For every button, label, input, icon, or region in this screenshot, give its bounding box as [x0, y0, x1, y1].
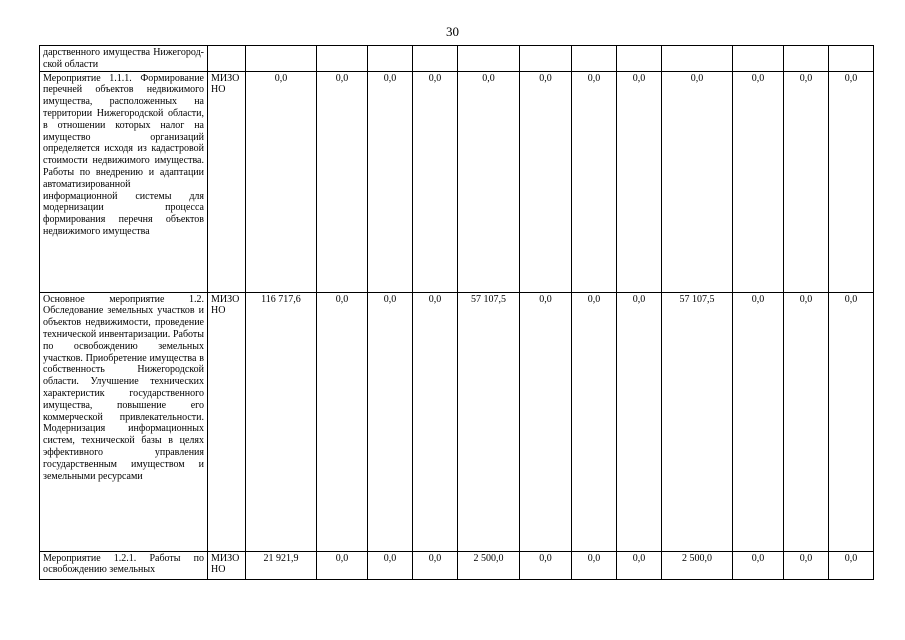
row-value: 57 107,5: [458, 292, 520, 551]
row-value: 0,0: [368, 71, 413, 292]
row-value: 0,0: [317, 551, 368, 579]
row-value: 0,0: [733, 551, 784, 579]
row-value: 0,0: [733, 292, 784, 551]
row-value: 0,0: [317, 71, 368, 292]
row-value: 0,0: [368, 551, 413, 579]
row-value: [246, 46, 317, 72]
row-value: [317, 46, 368, 72]
row-value: [413, 46, 458, 72]
row-value: 0,0: [784, 292, 829, 551]
row-value: 0,0: [829, 292, 874, 551]
row-value: [662, 46, 733, 72]
table-row: [40, 71, 874, 292]
row-value: 0,0: [413, 551, 458, 579]
row-value: [368, 46, 413, 72]
row-value: [617, 46, 662, 72]
row-description: Мероприятие 1.1.1. Формирование перечней объектов недвижимого имущества, расположенных на территории Нижегородской области, в отношении которых налог на имущество организаций определяется исходя из кадастровой стоимости недвижимого имущества. Работы по внедрению и адаптации автоматизированной информационной системы для модернизации процесса формирования перечня объектов недвижимого имущества: [40, 71, 208, 292]
row-value: 0,0: [368, 292, 413, 551]
row-value: 0,0: [572, 71, 617, 292]
row-value: 0,0: [520, 292, 572, 551]
row-value: 0,0: [617, 292, 662, 551]
row-executor: МИЗО НО: [208, 551, 246, 579]
row-executor: [208, 46, 246, 72]
row-value: 116 717,6: [246, 292, 317, 551]
budget-table: [39, 45, 874, 580]
row-value: 21 921,9: [246, 551, 317, 579]
row-value: 0,0: [246, 71, 317, 292]
table-row: [40, 46, 874, 72]
row-value: 0,0: [572, 292, 617, 551]
table-row: [40, 292, 874, 551]
row-value: [784, 46, 829, 72]
row-value: 0,0: [317, 292, 368, 551]
row-value: 0,0: [662, 71, 733, 292]
row-description: дарственного имущества Нижегородской области: [40, 46, 208, 72]
row-executor: МИЗО НО: [208, 71, 246, 292]
row-value: 0,0: [413, 292, 458, 551]
row-value: 0,0: [829, 71, 874, 292]
row-value: 0,0: [520, 551, 572, 579]
row-value: 57 107,5: [662, 292, 733, 551]
row-value: 0,0: [829, 551, 874, 579]
row-value: 0,0: [617, 551, 662, 579]
row-description: Основное мероприятие 1.2. Обследование земельных участков и объектов недвижимости, проведение технической инвентаризации. Работы по освобождению земельных участков. Приобретение имущества в собственность Нижегородской области. Улучшение технических характеристик государственного имущества, повышение его коммерческой привлекательности. Модернизация информационных систем, технической базы в целях эффективного управления государственным имуществом и земельными ресурсами: [40, 292, 208, 551]
row-value: [572, 46, 617, 72]
row-value: 0,0: [458, 71, 520, 292]
row-value: [829, 46, 874, 72]
row-value: [520, 46, 572, 72]
row-description: Мероприятие 1.2.1. Работы по освобождению земельных: [40, 551, 208, 579]
row-value: 2 500,0: [458, 551, 520, 579]
row-value: 0,0: [413, 71, 458, 292]
row-value: 0,0: [520, 71, 572, 292]
table-row: [40, 551, 874, 579]
row-executor: МИЗО НО: [208, 292, 246, 551]
row-value: 2 500,0: [662, 551, 733, 579]
row-value: 0,0: [784, 551, 829, 579]
row-value: [458, 46, 520, 72]
row-value: 0,0: [572, 551, 617, 579]
page-number: 30: [446, 24, 459, 39]
row-value: [733, 46, 784, 72]
row-value: 0,0: [784, 71, 829, 292]
row-value: 0,0: [617, 71, 662, 292]
row-value: 0,0: [733, 71, 784, 292]
